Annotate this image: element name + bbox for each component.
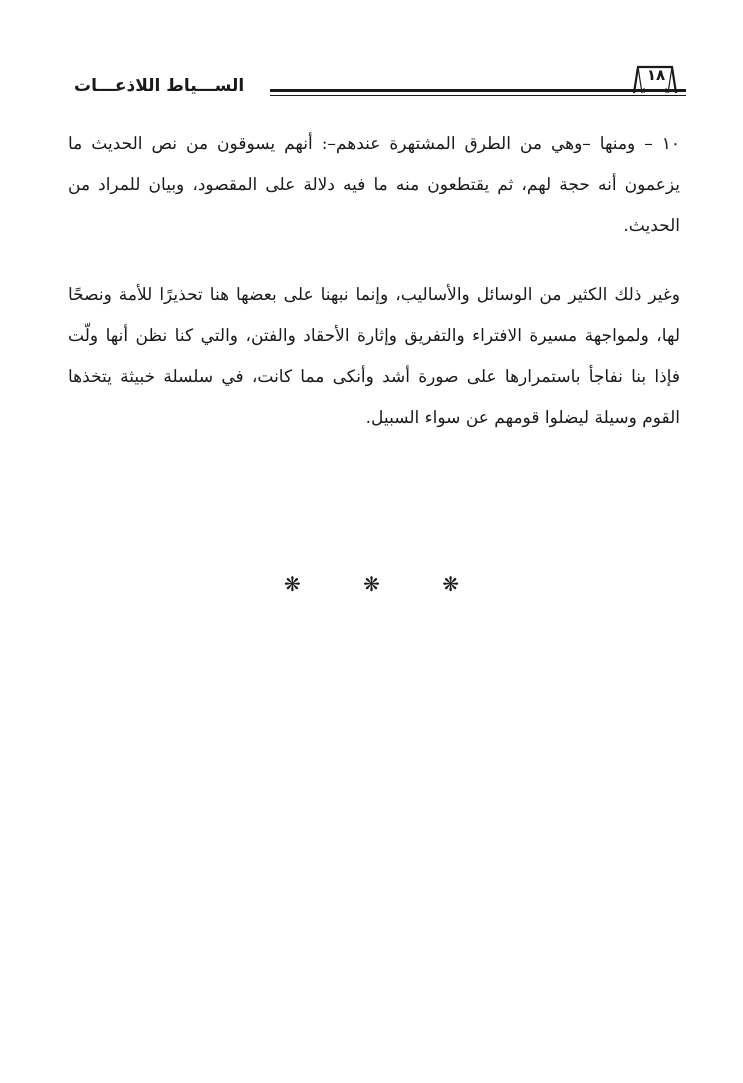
running-title: الســـياط اللاذعـــات bbox=[74, 76, 245, 96]
page-number: ١٨ bbox=[646, 66, 666, 84]
header-rule-thin bbox=[270, 95, 686, 96]
asterism-icon: ❋ bbox=[283, 572, 301, 596]
asterism-icon: ❋ bbox=[363, 572, 380, 596]
header-rule-thick bbox=[270, 89, 686, 92]
body-text bbox=[68, 124, 680, 439]
page-number-badge bbox=[630, 64, 680, 91]
paragraph-conclusion: وغير ذلك الكثير من الوسائل والأساليب، وإنما نبهنا على بعضها هنا تحذيرًا للأمة ونصحًا لها، ولمواجهة مسيرة الافتراء والتفريق وإثارة الأحقاد والفتن، والتي كنا نظن أنها ولّت فإذا بنا نفاجأ باستمرارها على صورة أشد وأنكى مما كانت، في سلسلة خبيثة يتخذها القوم وسيلة ليضلوا قومهم عن سواء السبيل. bbox=[68, 285, 680, 428]
paragraph-10: ١٠ – ومنها –وهي من الطرق المشتهرة عندهم–: أنهم يسوقون من نص الحديث ما يزعمون أنه حجة لهم، ثم يقتطعون منه ما فيه دلالة على المقصود، وبيان للمراد من الحديث. bbox=[68, 134, 680, 236]
page-header bbox=[74, 62, 686, 102]
asterism-icon: ❋ bbox=[442, 572, 459, 596]
section-separator bbox=[0, 572, 743, 596]
